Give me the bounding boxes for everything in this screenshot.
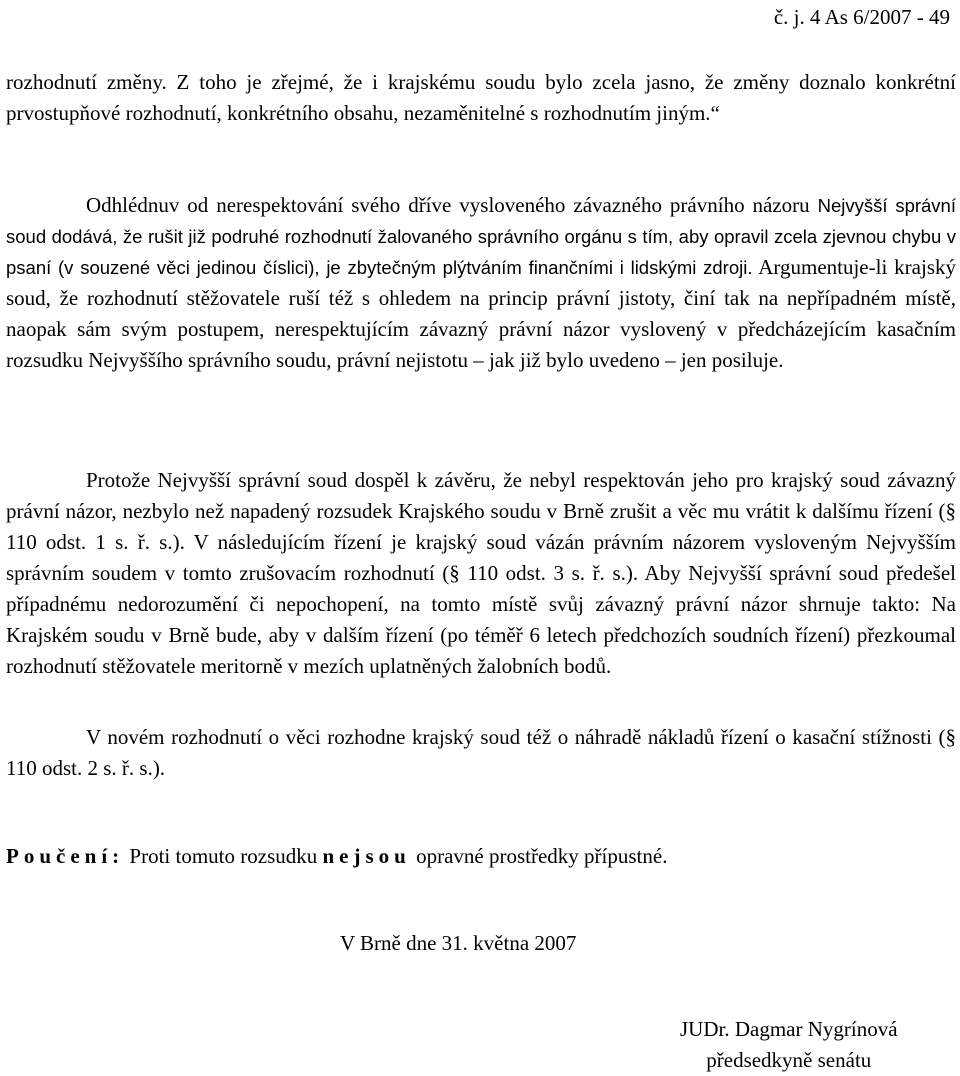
notice-emphasis: nejsou bbox=[322, 844, 411, 868]
notice-text-before: Proti tomuto rozsudku bbox=[129, 844, 318, 868]
notice-label: Poučení: bbox=[6, 844, 125, 868]
paragraph-quote-end: rozhodnutí změny. Z toho je zřejmé, že i krajskému soudu bylo zcela jasno, že změny doznalo konkrétní prvostupňové rozhodnutí, konkrétního obsahu, nezaměnitelné s rozhodnutím jiným.“ bbox=[6, 70, 956, 125]
paragraph-costs: V novém rozhodnutí o věci rozhodne krajský soud též o náhradě nákladů řízení o kasační stížnosti (§ 110 odst. 2 s. ř. s.). bbox=[6, 725, 956, 780]
paragraph-court-addition-closing: Argumentuje-li krajský soud, že rozhodnutí stěžovatele ruší též s ohledem na princip právní jistoty, činí tak na nepřípadném místě, naopak sám svým postupem, nerespektujícím závazný právní názor vyslovený v předcházejícím kasačním rozsudku Nejvyššího správního soudu, právní nejistotu – jak již bylo uvedeno – jen posiluje. bbox=[6, 255, 956, 372]
legal-notice bbox=[6, 841, 667, 872]
notice-text-after: opravné prostředky přípustné. bbox=[416, 844, 668, 868]
paragraph-court-addition bbox=[6, 190, 956, 376]
paragraph-court-addition-sans-text: Nejvyšší správní soud dodává, že rušit již podruhé rozhodnutí žalovaného správního orgánu s tím, aby opravil zcela zjevnou chybu v psaní (v souzené věci jedinou číslici), je zbytečným plýtváním finančními i lidskými zdroji. bbox=[6, 195, 956, 278]
date-line: V Brně dne 31. května 2007 bbox=[340, 931, 577, 955]
signature-title: předsedkyně senátu bbox=[706, 1048, 872, 1072]
signature-block bbox=[680, 1014, 898, 1076]
paragraph-conclusion: Protože Nejvyšší správní soud dospěl k závěru, že nebyl respektován jeho pro krajský soud závazný právní názor, nezbylo než napadený rozsudek Krajského soudu v Brně zrušit a věc mu vrátit k dalšímu řízení (§ 110 odst. 1 s. ř. s.). V následujícím řízení je krajský soud vázán právním názorem vysloveným Nejvyšším správním soudem v tomto zrušovacím rozhodnutí (§ 110 odst. 3 s. ř. s.). Aby Nejvyšší správní soud předešel případnému nedorozumění či nepochopení, na tomto místě svůj závazný právní názor shrnuje takto: Na Krajském soudu v Brně bude, aby v dalším řízení (po téměř 6 letech předchozích soudních řízení) přezkoumal rozhodnutí stěžovatele meritorně v mezích uplatněných žalobních bodů. bbox=[6, 468, 956, 678]
case-reference: č. j. 4 As 6/2007 - 49 bbox=[773, 5, 950, 29]
paragraph-court-addition-opening: Odhlédnuv od nerespektování svého dříve vysloveného závazného právního názoru bbox=[86, 193, 810, 217]
signature-name: JUDr. Dagmar Nygrínová bbox=[680, 1017, 898, 1041]
